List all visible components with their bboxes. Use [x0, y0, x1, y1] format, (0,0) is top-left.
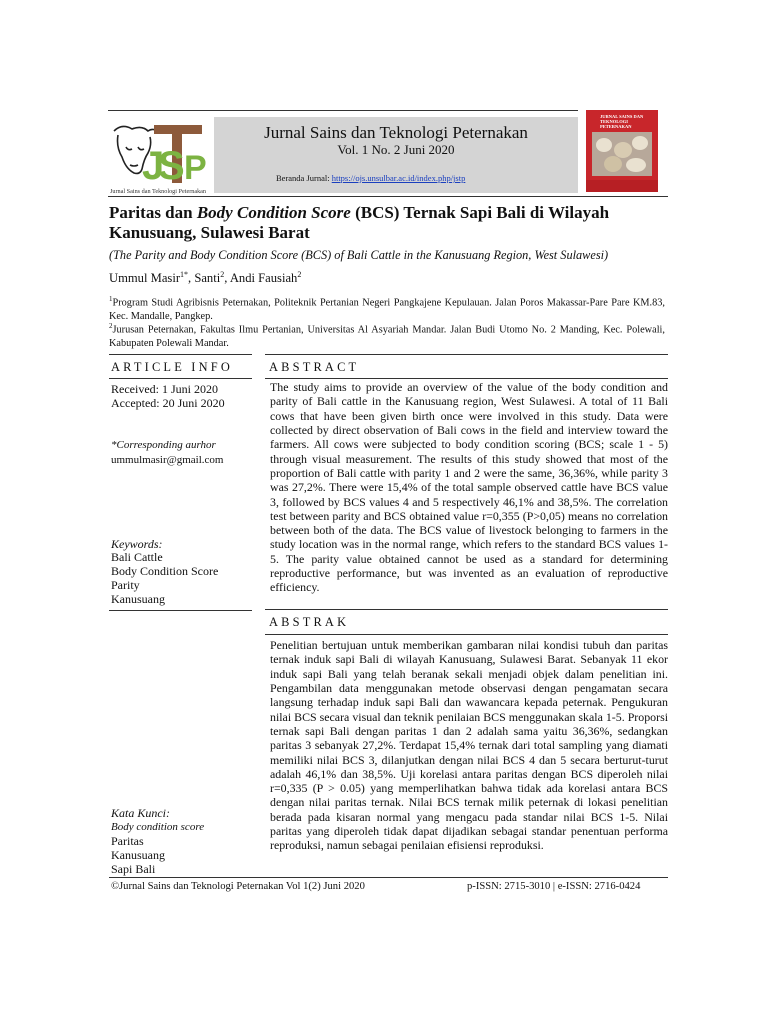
abstrak-heading: ABSTRAK	[269, 615, 350, 629]
svg-text:S: S	[158, 144, 185, 188]
homepage-label: Beranda Jurnal:	[276, 173, 330, 183]
footer-copyright: ©Jurnal Sains dan Teknologi Peternakan Vol 1(2) Juni 2020	[111, 881, 365, 892]
header-bottom-rule	[108, 196, 668, 197]
cover-photo	[592, 132, 652, 176]
abstract-heading: ABSTRACT	[269, 360, 360, 374]
footer-rule	[109, 877, 668, 878]
keywords-bottom-rule	[109, 610, 252, 611]
journal-homepage	[276, 173, 465, 183]
keyword-item: Body Condition Score	[111, 564, 219, 578]
footer-issn: p-ISSN: 2715-3010 | e-ISSN: 2716-0424	[467, 881, 641, 892]
article-info-rule	[109, 378, 252, 379]
abstrak-heading-rule	[265, 634, 668, 635]
header-top-rule	[108, 110, 578, 111]
abstract-heading-rule	[265, 378, 668, 379]
kata-kunci-label: Kata Kunci:	[111, 806, 170, 820]
svg-text:J: J	[142, 144, 165, 188]
svg-text:Jurnal Sains dan Teknologi Pet: Jurnal Sains dan Teknologi Peternakan	[110, 188, 207, 195]
kata-kunci-item: Kanusuang	[111, 848, 165, 862]
keywords-label: Keywords:	[111, 537, 163, 551]
kata-kunci-item: Sapi Bali	[111, 862, 156, 876]
affiliation-1: $^1$Program Studi Agribisnis Peternakan, Politeknik Pertanian Negeri Pangkajene Kepulauan. Jalan Poros Makassar-Pare Pare KM.83, Kec. Mandalle, Pangkep.	[109, 295, 665, 322]
journal-logo	[108, 117, 212, 195]
kata-kunci-item: Body condition score	[111, 821, 205, 833]
author-name: Santi	[194, 271, 221, 286]
abstract-bottom-rule	[265, 609, 668, 610]
cover-title: JURNAL SAINS DAN TEKNOLOGI PETERNAKAN	[600, 114, 644, 129]
journal-volume: Vol. 1 No. 2 Juni 2020	[337, 142, 455, 157]
accepted-date: Accepted: 20 Juni 2020	[111, 396, 225, 410]
svg-text:P: P	[184, 149, 207, 187]
corresponding-author-label: *Corresponding aurhor	[111, 439, 216, 451]
journal-title: Jurnal Sains dan Teknologi Peternakan	[264, 123, 528, 142]
article-subtitle-english: (The Parity and Body Condition Score (BCS) of Bali Cattle in the Kanusuang Region, West Sulawesi)	[109, 248, 609, 262]
author-name: Ummul Masir	[109, 271, 181, 286]
author-name: Andi Fausiah	[229, 271, 298, 286]
journal-cover-image	[586, 110, 658, 192]
article-info-heading: ARTICLE INFO	[111, 360, 233, 374]
affiliation-2: $^2$Jurusan Peternakan, Fakultas Ilmu Pertanian, Universitas Al Asyariah Mandar. Jalan Budi Utomo No. 2 Manding, Kec. Polewali, Kabupaten Polewali Mandar.	[109, 322, 665, 349]
author-list: Ummul Masir$^{1*}$, Santi$^2$, Andi Fausiah$^2$	[109, 270, 302, 286]
corresponding-email[interactable]: ummulmasir@gmail.com	[111, 454, 224, 466]
abstract-text: The study aims to provide an overview of the value of the body condition and parity of Bali cattle in the Kanusuang region, West Sulawesi. A total of 11 Bali cows that have been given birth once were involved in this study. Data were collected by direct observation of Bali cows in the field and interview toward the farmers. All cows were subjected to body condition scoring (BCS; scale 1 - 5) through visual measurement. The results of this study showed that most of the proportion of Bali cattle with parity 1 and 2 were the same, 36,36%, while parity 3 was 27,2%. There were 15,4% of the total sample observed cattle have BCS value 3, followed by BCS values 4 and 5 respectively 46,1% and 38,5%. The correlation test between parity and BCS obtained value r=0,355 (P>0,05) means no correlation between both of the data. The BCS value of livestock belonging to farmers in the study location was in the normal range, which refers to the standard BCS values 1-5. The parity value obtained cannot be used as a standard for determining reproductive performance, but was invented as an evaluation of reproductive efficiency.	[270, 380, 668, 595]
article-info-top-rule	[109, 354, 252, 355]
kata-kunci-item: Paritas	[111, 834, 144, 848]
abstrak-text: Penelitian bertujuan untuk memberikan gambaran nilai kondisi tubuh dan paritas ternak induk sapi Bali di wilayah Kanusuang, Sulawesi Barat. Sebanyak 11 ekor induk sapi Bali yang telah beranak sekali menjadi objek dalam penelitian ini. Pengambilan data menggunakan metode observasi dengan pengamatan secara langsung terhadap induk sapi Bali dan wawancara kepada peternak. Pengukuran nilai BCS secara visual dan teknik penilaian BCS menggunakan skala 1-5. Proporsi ternak sapi Bali dengan paritas 1 dan 2 adalah sama yaitu 36,36%, sedangkan paritas 3 sebanyak 27,2%. Terdapat 15,4% ternak dari total sampling yang diamati memiliki nilai BCS 3, dilanjutkan dengan nilai BCS 4 dan 5 secara berturut-turut adalah 46,1% dan 38,5%. Uji korelasi antara paritas dengan BCS diperoleh nilai r=0,335 (P > 0.05) yang memperlihatkan bahwa tidak ada korelasi antara BCS dengan nilai paritas ternak. Nilai BCS ternak milik peternak di lokasi penelitian berada pada kisaran normal yang mengacu pada standar nilai BCS 1-5. Nilai paritas yang diperoleh tidak dapat dijadikan sebagai standar penentuan performa reproduksi, namun sebagai penilaian efisiensi reproduksi.	[270, 638, 668, 853]
keyword-item: Parity	[111, 578, 140, 592]
abstract-top-rule	[265, 354, 668, 355]
keyword-item: Bali Cattle	[111, 550, 163, 564]
article-title: Paritas dan Body Condition Score (BCS) Ternak Sapi Bali di Wilayah Kanusuang, Sulawesi Barat	[109, 203, 610, 242]
received-date: Received: 1 Juni 2020	[111, 382, 218, 396]
keyword-item: Kanusuang	[111, 592, 165, 606]
homepage-link[interactable]: https://ojs.unsulbar.ac.id/index.php/jstp	[331, 173, 466, 183]
